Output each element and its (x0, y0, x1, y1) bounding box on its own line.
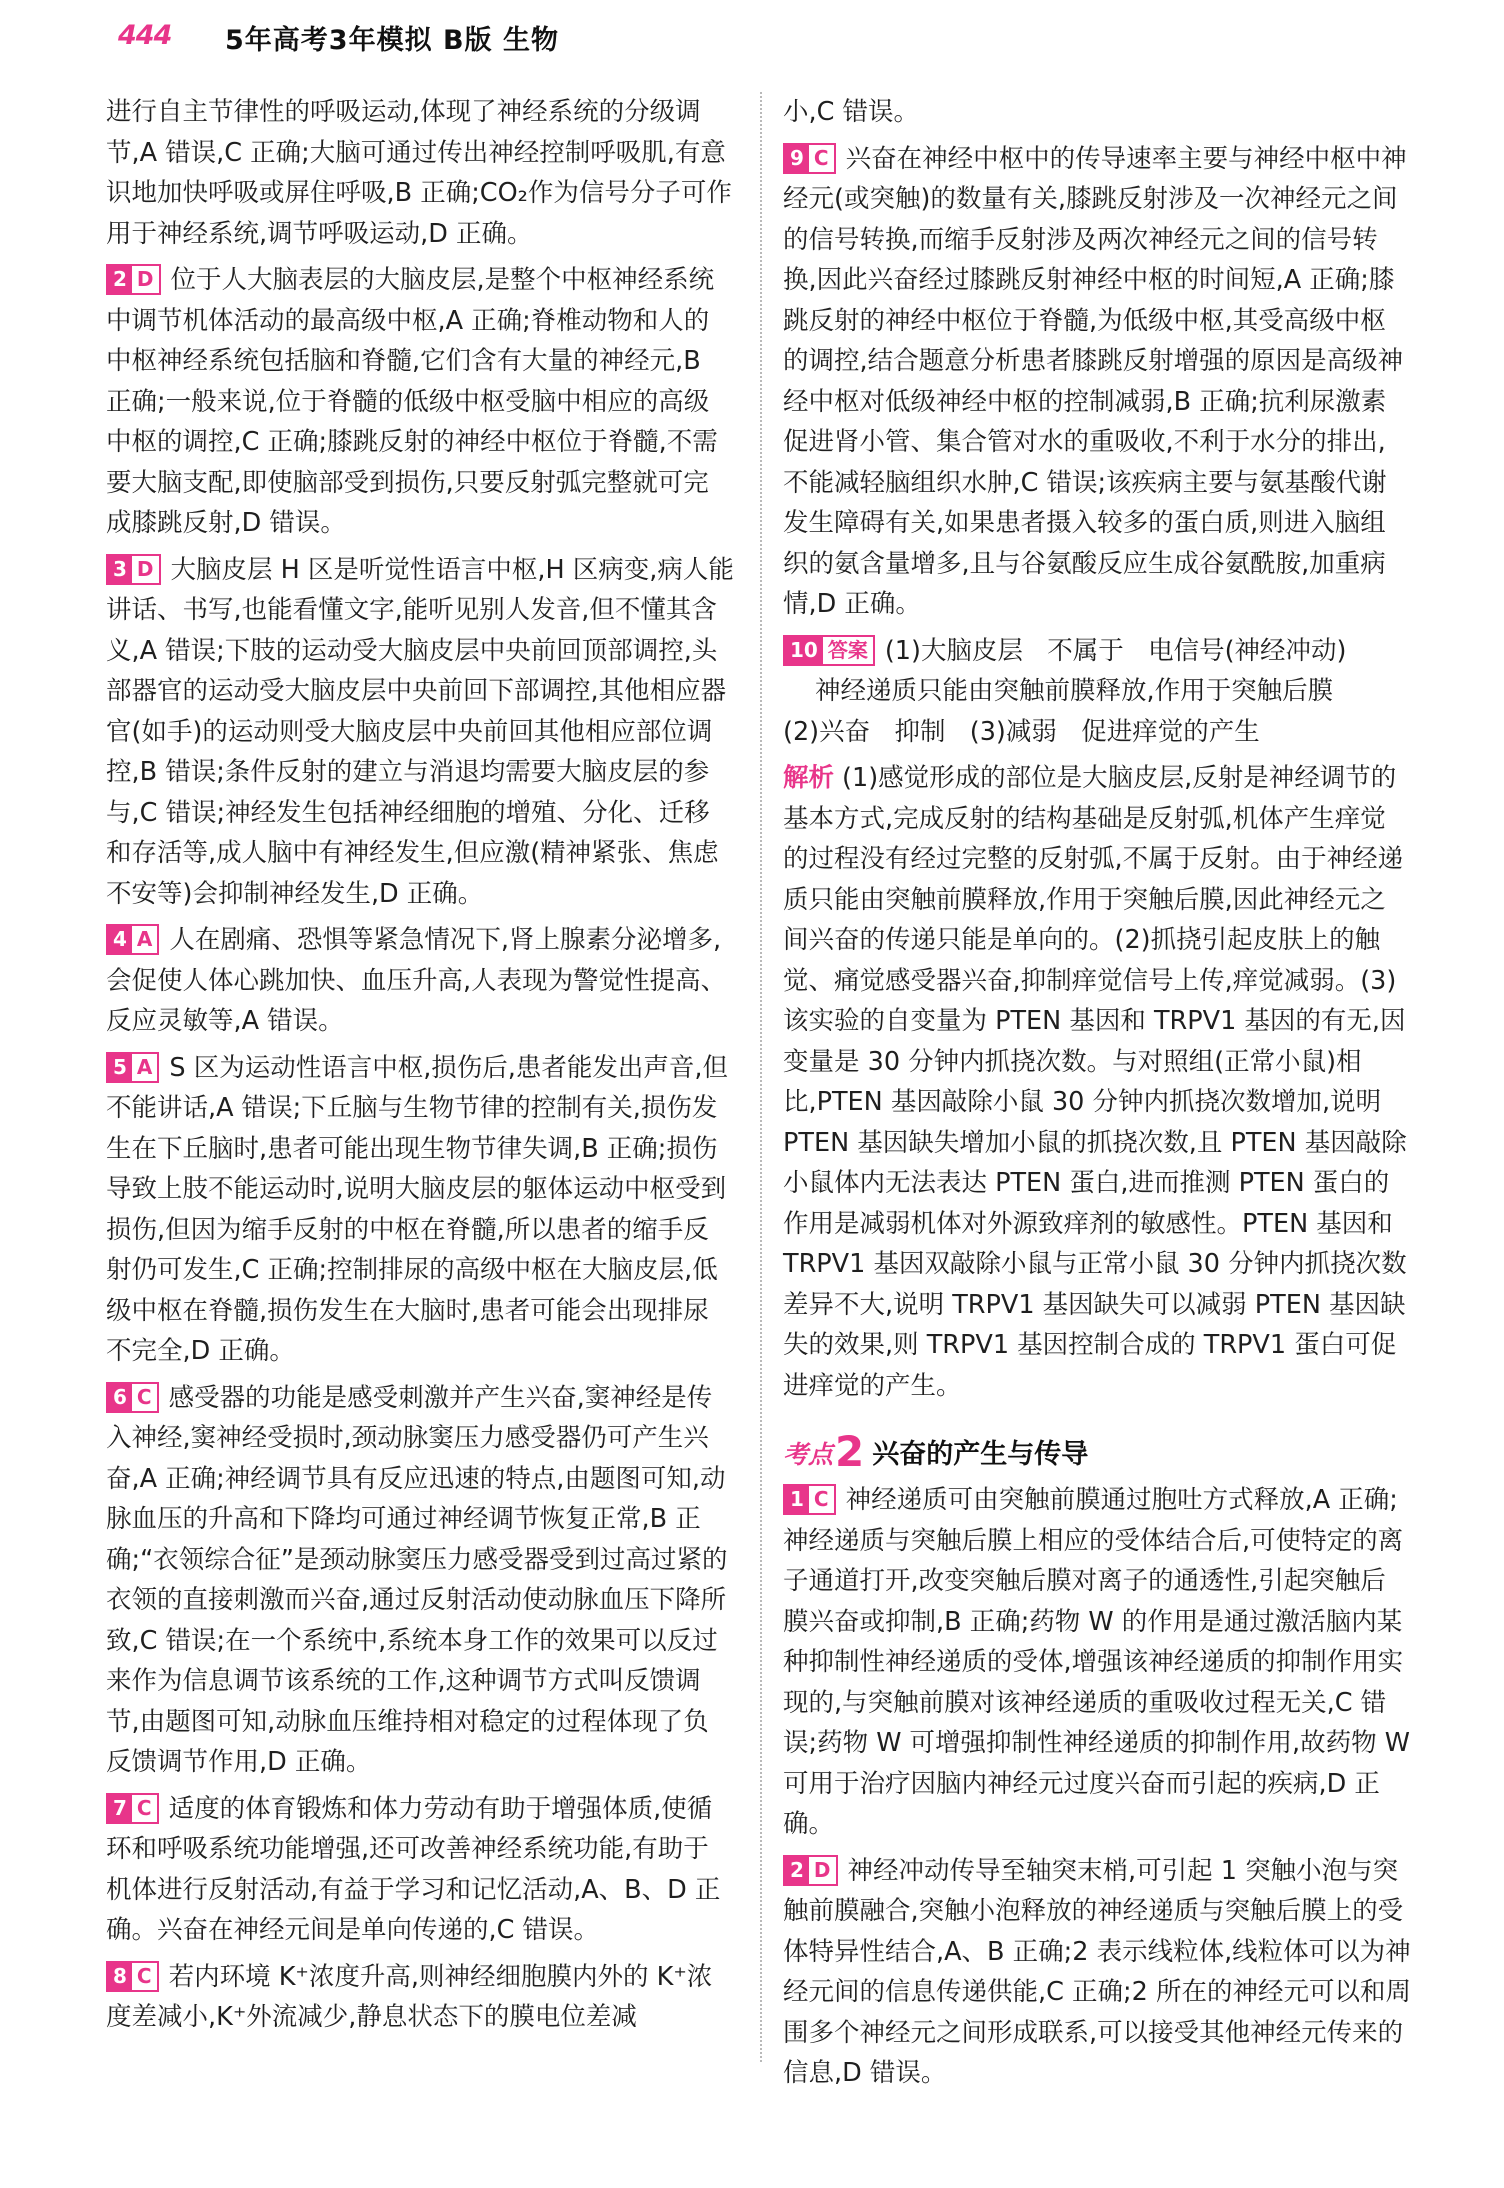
answer-item (106, 1957, 734, 2038)
answer-paragraph (783, 1480, 1419, 1845)
book-title: 5年高考3年模拟 B版 生物 (225, 25, 559, 56)
answer-text: 神经冲动传导至轴突末梢,可引起 1 突触小泡与突触前膜融合,突触小泡释放的神经递质与突触后膜上的受体特异性结合,A、B 正确;2 表示线粒体,线粒体可以为神经元间的信息传递供能,C 正确;2 所在的神经元可以和周围多个神经元之间形成联系,可以接受其他神经元传来的信息,D 错误。 (783, 1855, 1411, 2088)
answer-paragraph (106, 260, 734, 544)
answer-text: (1)大脑皮层 不属于 电信号(神经冲动) (884, 635, 1347, 666)
answer-paragraph (106, 920, 734, 1042)
section-heading (783, 1428, 1411, 1476)
question-number: 8 (108, 1963, 132, 1990)
answer-badge (783, 1484, 836, 1515)
answer-text: 小,C 错误。 (783, 97, 920, 127)
answer-letter: C (136, 1795, 152, 1820)
answer-item (783, 758, 1411, 1406)
answer-paragraph (106, 1789, 734, 1951)
section-number: 2 (835, 1427, 865, 1476)
question-number: 4 (108, 926, 132, 953)
answer-badge (783, 1855, 838, 1886)
answer-letter: A (136, 927, 153, 951)
answer-text: 进行自主节律性的呼吸运动,体现了神经系统的分级调节,A 错误,C 正确;大脑可通过传出神经控制呼吸肌,有意识地加快呼吸或屏住呼吸,B 正确;CO₂作为信号分子可作用于神经系统,调节呼吸运动,D 正确。 (106, 97, 732, 249)
answer-badge (783, 635, 875, 666)
page-number: 444 (118, 20, 172, 51)
answer-badge (106, 1793, 159, 1824)
answer-badge (106, 554, 161, 585)
answer-item (106, 1789, 734, 1951)
answer-text: 大脑皮层 H 区是听觉性语言中枢,H 区病变,病人能讲话、书写,也能看懂文字,能听见别人发音,但不懂其含义,A 错误;下肢的运动受大脑皮层中央前回顶部调控,头部器官的运动受大脑皮层中央前回下部调控,其他相应器官(如手)的运动则受大脑皮层中央前回其他相应部位调控,B 错误;条件反射的建立与消退均需要大脑皮层的参与,C 错误;神经发生包括神经细胞的增殖、分化、迁移和存活等,成人脑中有神经发生,但应激(精神紧张、焦虑不安等)会抑制神经发生,D 正确。 (106, 554, 734, 909)
answer-letter: C (813, 1487, 829, 1511)
answer-paragraph (106, 1957, 734, 2038)
question-number: 5 (108, 1054, 132, 1081)
answer-paragraph (783, 139, 1411, 625)
answer-text: 神经递质可由突触前膜通过胞吐方式释放,A 正确;神经递质与突触后膜上相应的受体结合后,可使特定的离子通道打开,改变突触后膜对离子的通透性,引起突触后膜兴奋或抑制,B 正确;药物 W 的作用是通过激活脑内某种抑制性神经递质的受体,增强该神经递质的抑制作用实现的,与突触前膜对该神经递质的重吸收过程无关,C 错误;药物 W 可增强抑制性神经递质的抑制作用,故药物 W 可用于治疗因脑内神经元过度兴奋而引起的疾病,D 正确。 (783, 1485, 1419, 1839)
answer-badge (106, 1052, 159, 1083)
answer-badge (106, 924, 159, 955)
answer-badge (106, 1382, 159, 1413)
question-number: 10 (785, 637, 823, 664)
answer-item (783, 631, 1411, 753)
explanation-label: 解析 (783, 763, 835, 793)
answer-badge (783, 143, 836, 174)
answer-line: 神经递质只能由突触前膜释放,作用于突触后膜 (815, 676, 1334, 706)
answer-paragraph (783, 92, 1411, 133)
answer-text: 若内环境 K⁺浓度升高,则神经细胞膜内外的 K⁺浓度差减小,K⁺外流减少,静息状态下的膜电位差减 (106, 1961, 713, 2032)
answer-text: 位于人大脑表层的大脑皮层,是整个中枢神经系统中调节机体活动的最高级中枢,A 正确;脊椎动物和人的中枢神经系统包括脑和脊髓,它们含有大量的神经元,B 正确;一般来说,位于脊髓的低级中枢受脑中相应的高级中枢的调控,C 正确;膝跳反射的神经中枢位于脊髓,不需要大脑支配,即使脑部受到损伤,只要反射弧完整就可完成膝跳反射,D 错误。 (106, 265, 718, 538)
answer-paragraph (783, 758, 1411, 1406)
answer-text: 兴奋在神经中枢中的传导速率主要与神经中枢中神经元(或突触)的数量有关,膝跳反射涉及一次神经元之间的信号转换,而缩手反射涉及两次神经元之间的信号转换,因此兴奋经过膝跳反射神经中枢的时间短,A 正确;膝跳反射的神经中枢位于脊髓,为低级中枢,其受高级中枢的调控,结合题意分析患者膝跳反射增强的原因是高级神经中枢对低级神经中枢的控制减弱,B 正确;抗利尿激素促进肾小管、集合管对水的重吸收,不利于水分的排出,不能减轻脑组织水肿,C 错误;该疾病主要与氨基酸代谢发生障碍有关,如果患者摄入较多的蛋白质,则进入脑组织的氨含量增多,且与谷氨酸反应生成谷氨酰胺,加重病情,D 正确。 (783, 143, 1407, 619)
answer-letter: 答案 (827, 637, 868, 662)
question-number: 6 (108, 1384, 132, 1411)
question-number: 2 (108, 266, 132, 293)
answer-text: 适度的体育锻炼和体力劳动有助于增强体质,使循环和呼吸系统功能增强,还可改善神经系统功能,有助于机体进行反射活动,有益于学习和记忆活动,A、B、D 正确。兴奋在神经元间是单向传递的,C 错误。 (106, 1793, 721, 1945)
answer-text: 感受器的功能是感受刺激并产生兴奋,窦神经是传入神经,窦神经受损时,颈动脉窦压力感受器仍可产生兴奋,A 正确;神经调节具有反应迅速的特点,由题图可知,动脉血压的升高和下降均可通过神经调节恢复正常,B 正确;“衣领综合征”是颈动脉窦压力感受器受到过高过紧的衣领的直接刺激而兴奋,通过反射活动使动脉血压下降所致,C 错误;在一个系统中,系统本身工作的效果可以反过来作为信息调节该系统的工作,这种调节方式叫反馈调节,由题图可知,动脉血压维持相对稳定的过程体现了负反馈调节作用,D 正确。 (106, 1382, 728, 1777)
answer-badge (106, 264, 161, 295)
answer-paragraph (106, 1378, 734, 1783)
answer-item (783, 1480, 1419, 1845)
answer-paragraph (106, 1048, 734, 1372)
answer-text: S 区为运动性语言中枢,损伤后,患者能发出声音,但不能讲话,A 错误;下丘脑与生物节律的控制有关,损伤发生在下丘脑时,患者可能出现生物节律失调,B 正确;损伤导致上肢不能运动时,说明大脑皮层的躯体运动中枢受到损伤,但因为缩手反射的中枢在脊髓,所以患者的缩手反射仍可发生,C 正确;控制排尿的高级中枢在大脑皮层,低级中枢在脊髓,损伤发生在大脑时,患者可能会出现排尿不完全,D 正确。 (106, 1052, 729, 1366)
answer-letter: D (136, 267, 154, 291)
right-column (783, 92, 1419, 2100)
answer-letter: D (136, 556, 154, 581)
answer-item (106, 92, 734, 254)
answer-letter: C (813, 145, 829, 170)
column-divider (760, 92, 762, 2062)
answer-item (106, 920, 734, 1042)
answer-text: 人在剧痛、恐惧等紧急情况下,肾上腺素分泌增多,会促使人体心跳加快、血压升高,人表现为警觉性提高、反应灵敏等,A 错误。 (106, 925, 727, 1036)
question-number: 3 (108, 556, 132, 583)
answer-letter: C (136, 1384, 152, 1409)
answer-text: (1)感觉形成的部位是大脑皮层,反射是神经调节的基本方式,完成反射的结构基础是反射弧,机体产生痒觉的过程没有经过完整的反射弧,不属于反射。由于神经递质只能由突触前膜释放,作用于突触后膜,因此神经元之间兴奋的传递只能是单向的。(2)抓挠引起皮肤上的触觉、痛觉感受器兴奋,抑制痒觉信号上传,痒觉减弱。(3)该实验的自变量为 PTEN 基因和 TRPV1 基因的有无,因变量是 30 分钟内抓挠次数。与对照组(正常小鼠)相比,PTEN 基因敲除小鼠 30 分钟内抓挠次数增加,说明 PTEN 基因缺失增加小鼠的抓挠次数,且 PTEN 基因敲除小鼠体内无法表达 PTEN 蛋白,进而推测 PTEN 蛋白的作用是减弱机体对外源致痒剂的敏感性。PTEN 基因和 TRPV1 基因双敲除小鼠与正常小鼠 30 分钟内抓挠次数差异不大,说明 TRPV1 基因缺失可以减弱 PTEN 基因缺失的效果,则 TRPV1 基因控制合成的 TRPV1 蛋白可促进痒觉的产生。 (783, 763, 1407, 1401)
answer-item (783, 139, 1411, 625)
right-column-section-answers (783, 1480, 1419, 2094)
page-header (0, 0, 1504, 70)
answer-badge (106, 1961, 159, 1992)
answer-line: (2)兴奋 抑制 (3)减弱 促进痒觉的产生 (783, 716, 1260, 747)
answer-paragraph (106, 92, 734, 254)
right-column-answers (783, 92, 1411, 1406)
left-column (106, 92, 734, 2044)
answer-item (783, 1851, 1411, 2094)
question-number: 1 (785, 1486, 809, 1513)
answer-item (106, 1048, 734, 1372)
answer-paragraph (783, 1851, 1411, 2094)
section-title: 兴奋的产生与传导 (872, 1439, 1089, 1470)
answer-paragraph (783, 631, 1411, 672)
question-number: 2 (785, 1857, 809, 1884)
answer-paragraph (106, 550, 734, 915)
answer-item (783, 92, 1411, 133)
answer-item (106, 550, 734, 915)
answer-letter: A (136, 1054, 153, 1079)
answer-letter: C (136, 1963, 152, 1988)
section-prefix: 考点 (783, 1440, 834, 1469)
answer-item (106, 1378, 734, 1783)
question-number: 9 (785, 145, 809, 172)
question-number: 7 (108, 1795, 132, 1822)
answer-letter: D (813, 1857, 831, 1882)
answer-item (106, 260, 734, 544)
